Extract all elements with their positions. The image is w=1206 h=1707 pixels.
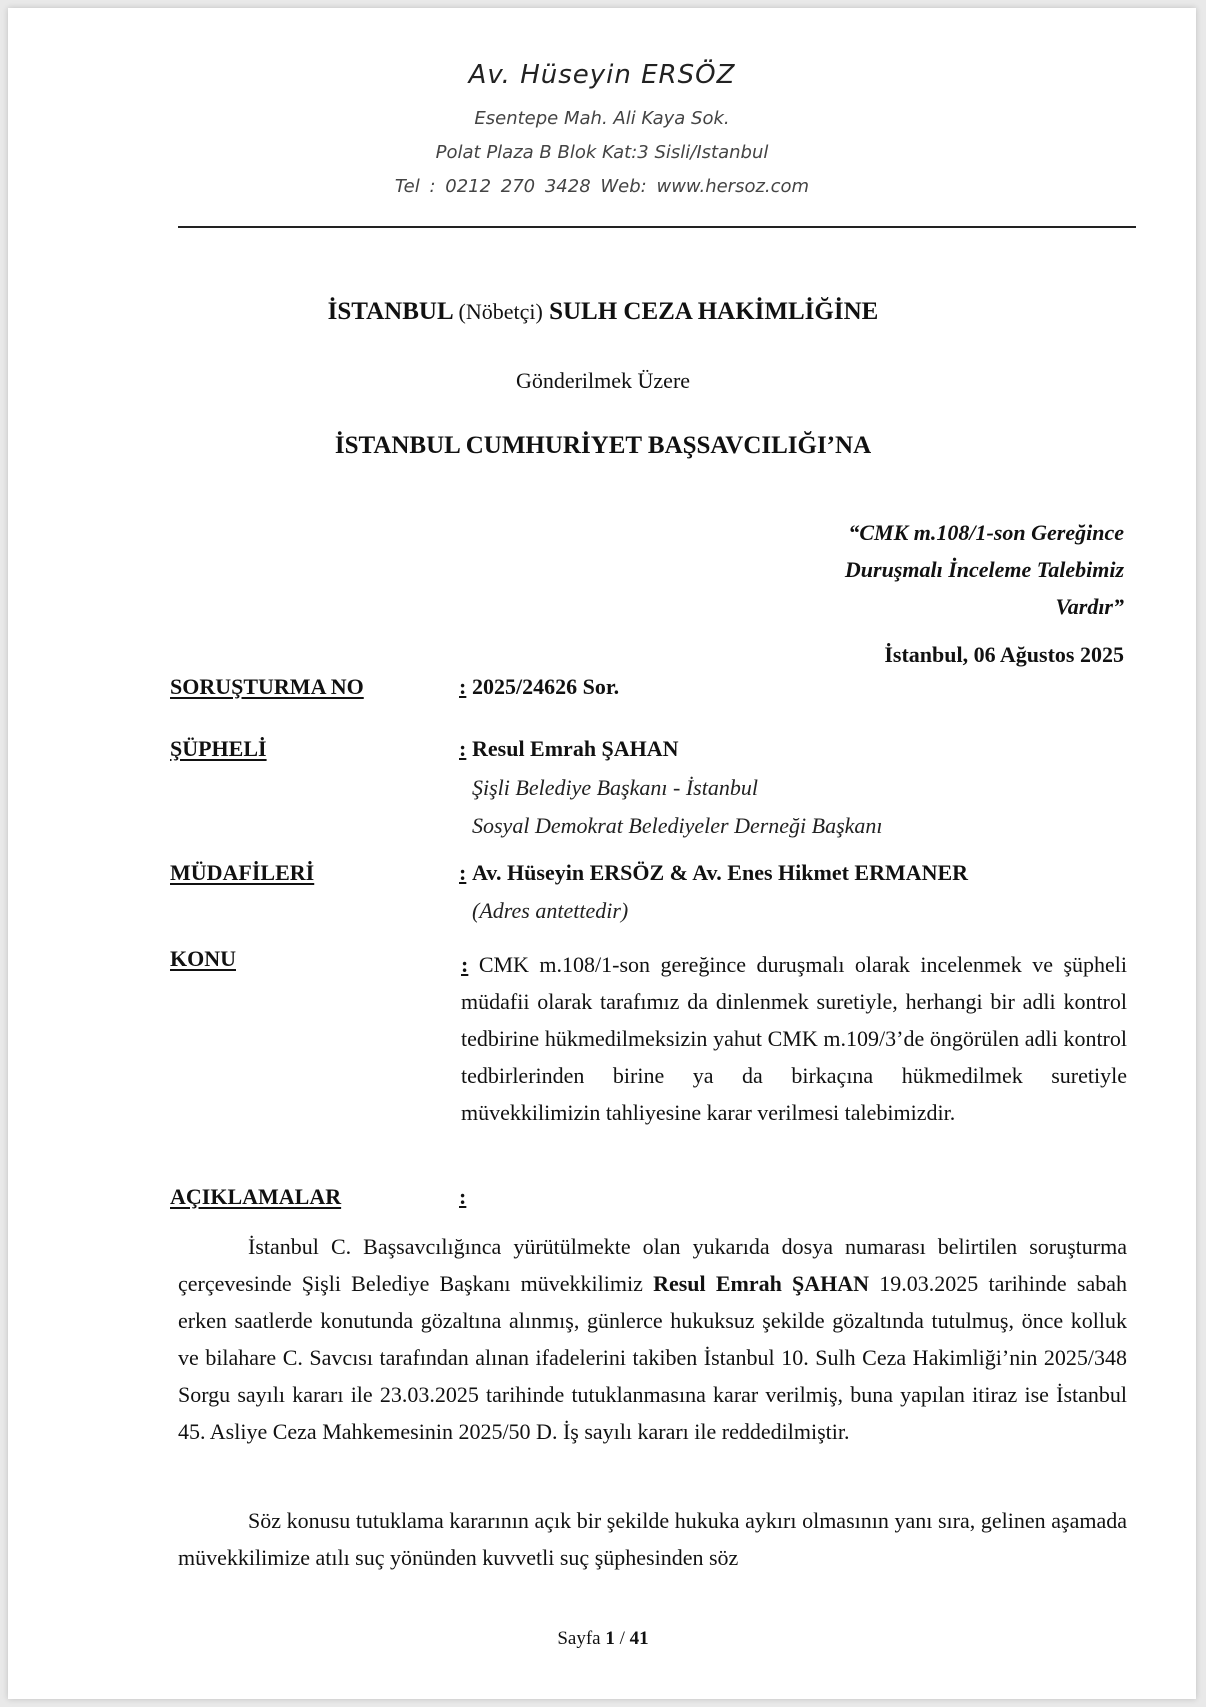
sent-line: Gönderilmek Üzere: [515, 368, 691, 393]
letterhead-contact: Tel : 0212 270 3428 Web: www.hersoz.com: [394, 176, 810, 197]
note-line-1: “CMK m.108/1-son Gereğince: [848, 520, 1124, 545]
letterhead-divider: [178, 226, 1136, 228]
court-title-part1: İSTANBUL: [327, 298, 453, 325]
sorusturma-colon: :: [459, 674, 467, 699]
letterhead-address-2: Polat Plaza B Blok Kat:3 Sisli/Istanbul: [435, 142, 769, 163]
supheli-value: Resul Emrah ŞAHAN: [472, 736, 679, 761]
supheli-label: ŞÜPHELİ: [170, 736, 267, 761]
supheli-title-1: Şişli Belediye Başkanı - İstanbul: [472, 775, 758, 800]
aciklamalar-colon: :: [459, 1184, 467, 1209]
body-paragraph-2: Söz konusu tutuklama kararının açık bir şekilde hukuka aykırı olmasının yanı sıra, gelinen aşamada müvekkilimize atılı suç yönünden kuvvetli suç şüphesinden söz: [178, 1508, 1127, 1570]
court-title-part2: SULH CEZA HAKİMLİĞİNE: [549, 298, 879, 325]
body-paragraph-1: İstanbul C. Başsavcılığınca yürütülmekte olan yukarıda dosya numarası belirtilen soruşturma çerçevesinde Şişli Belediye Başkanı müvekkilimiz Resul Emrah ŞAHAN 19.03.2025 tarihinde sabah erken saatlerde konutunda gözaltına alınmış, günlerce hukuksuz şekilde gözaltında tutulmuş, önce kolluk ve bilahare C. Savcısı tarafından alınan ifadelerini takiben İstanbul 10. Sulh Ceza Hakimliği’nin 2025/348 Sorgu sayılı kararı ile 23.03.2025 tarihinde tutuklanmasına karar verilmiş, buna yapılan itiraz ise İstanbul 45. Asliye Ceza Mahkemesinin 2025/50 D. İş sayılı kararı ile reddedilmiştir.: [178, 1234, 1127, 1444]
mudafileri-colon: :: [459, 860, 467, 885]
aciklamalar-label: AÇIKLAMALAR: [170, 1184, 342, 1209]
court-title-paren: (Nöbetçi): [458, 299, 543, 324]
supheli-title-2: Sosyal Demokrat Belediyeler Derneği Başkanı: [472, 813, 883, 838]
document-date: İstanbul, 06 Ağustos 2025: [884, 642, 1124, 667]
hearing-request-note: [724, 514, 1124, 625]
court-title: [0, 298, 1206, 326]
mudafileri-label: MÜDAFİLERİ: [170, 860, 315, 885]
supheli-colon: :: [459, 736, 467, 761]
mudafileri-note: (Adres antettedir): [472, 898, 629, 923]
letterhead-name: Av. Hüseyin ERSÖZ: [468, 60, 736, 90]
konu-value: : CMK m.108/1-son gereğince duruşmalı olarak incelenmek ve şüpheli müdafii olarak tarafımız da dinlenmek suretiyle, herhangi bir adli kontrol tedbirine hükmedilmeksizin yahut CMK m.109/3’de öngörülen adli kontrol tedbirlerinden birine ya da birkaçına hükmedilmek suretiyle müvekkilimizin tahliyesine karar verilmesi talebimizdir.: [461, 952, 1128, 1125]
note-line-2: Duruşmalı İnceleme Talebimiz: [844, 557, 1124, 582]
letterhead-address-1: Esentepe Mah. Ali Kaya Sok.: [474, 108, 730, 129]
prosecutor-title: İSTANBUL CUMHURİYET BAŞSAVCILIĞI’NA: [334, 432, 872, 459]
mudafileri-value: Av. Hüseyin ERSÖZ & Av. Enes Hikmet ERMANER: [472, 860, 969, 885]
page-number: Sayfa 1 / 41: [557, 1628, 649, 1649]
note-line-3: Vardır”: [1055, 594, 1124, 619]
konu-label: KONU: [170, 946, 236, 971]
client-name: Resul Emrah ŞAHAN: [653, 1271, 870, 1296]
sorusturma-value: 2025/24626 Sor.: [472, 674, 620, 699]
sorusturma-label: SORUŞTURMA NO: [170, 674, 364, 699]
